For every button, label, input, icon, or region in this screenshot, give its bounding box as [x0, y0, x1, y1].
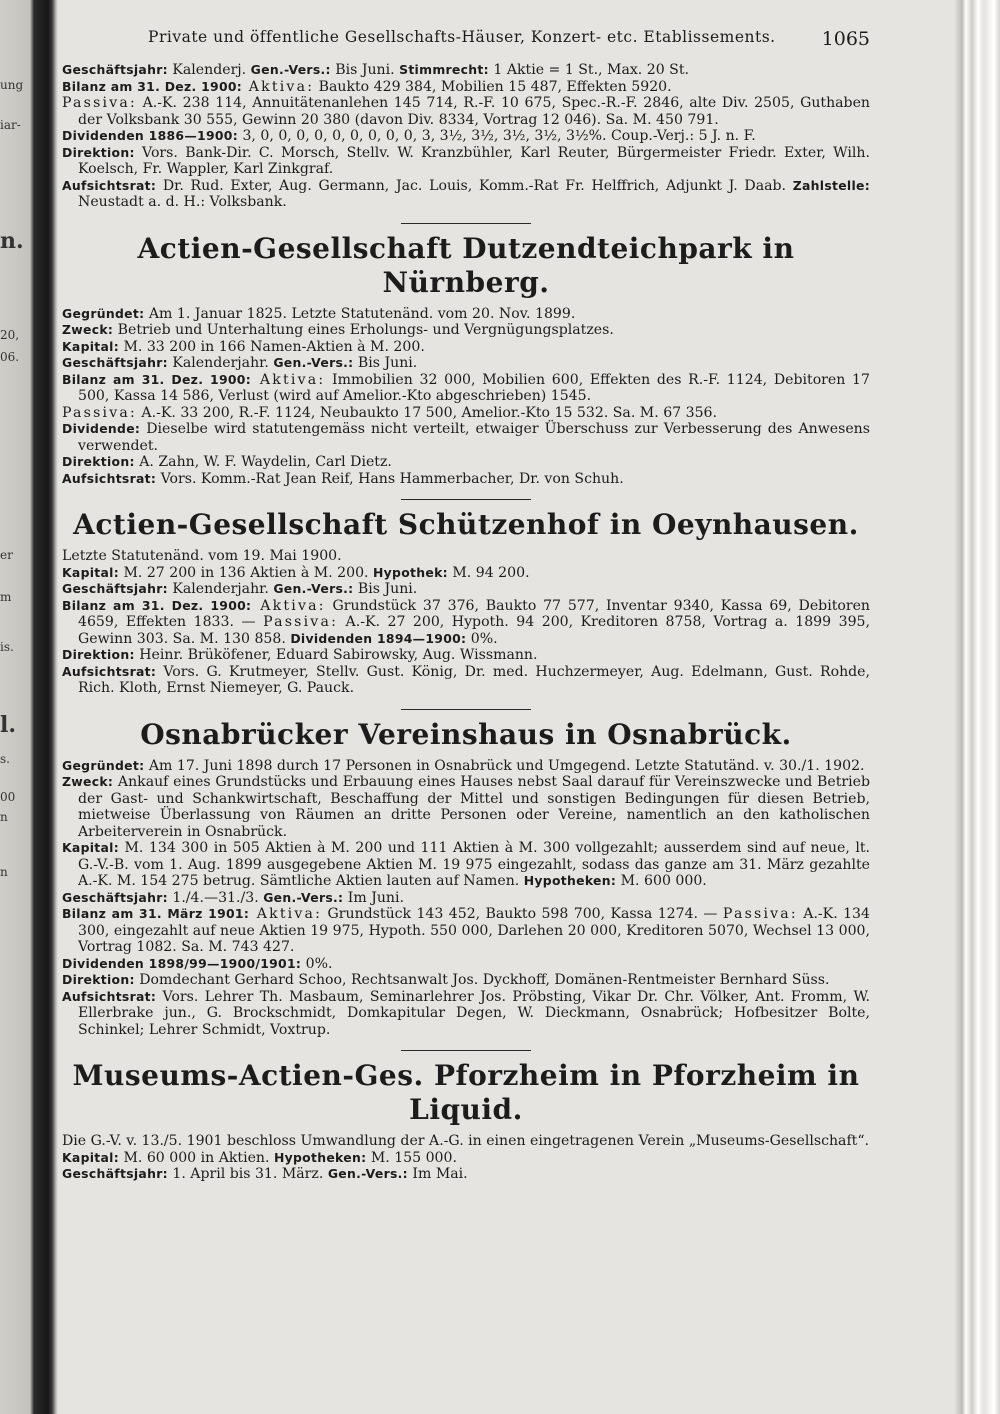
page-edge-stack [954, 0, 1000, 1414]
field-label: Direktion: [62, 454, 135, 469]
entry-paragraph [62, 405, 870, 422]
field-label: Geschäftsjahr: [62, 1166, 168, 1181]
entry-paragraph [62, 306, 870, 323]
margin-fragment: m [0, 590, 12, 604]
field-text: Immobilien 32 000, Mobilien 600, Effekten des R.-F. 1124, Debitoren 17 500, Kassa 14 586, Verlust (wird auf Amelior.-Kto abgeschrieben) 1545. [78, 371, 870, 404]
entry-paragraph [62, 355, 870, 372]
field-label: Aufsichtsrat: [62, 470, 157, 486]
balance-side-label: Passiva: [722, 906, 798, 922]
field-text: A.-K. 238 114, Annuitätenanlehen 145 714, R.-F. 10 675, Spec.-R.-F. 2846, alte Div. 2505, Guthaben der Volksbank 30 555, Gewinn 20 380 (davon Div. 8334, Vortrag 12 046). Sa. M. 450 791. [78, 95, 870, 128]
field-label: Aufsichtsrat: [62, 177, 157, 193]
entry-paragraph [62, 548, 870, 565]
field-label: Bilanz am 31. März 1901: [62, 906, 250, 921]
book-page [62, 28, 870, 1183]
entry-paragraph [62, 454, 870, 471]
field-text: Bis Juni. [353, 581, 418, 597]
margin-fragment: ung [0, 78, 24, 92]
field-label: Dividenden 1886—1900: [62, 128, 238, 143]
entry-paragraph [62, 421, 870, 454]
section-divider [401, 1050, 531, 1051]
entry-paragraph [62, 339, 870, 356]
entry-paragraph [62, 128, 870, 145]
balance-side-label: Aktiva: [242, 78, 315, 95]
entry-paragraph [62, 372, 870, 405]
field-label: Bilanz am 31. Dez. 1900: [62, 371, 251, 387]
company-entry-body [62, 548, 870, 697]
field-text: Am 1. Januar 1825. Letzte Statutenänd. vom 20. Nov. 1899. [144, 305, 576, 322]
field-text: 1./4.—31./3. [167, 889, 264, 906]
section-divider [401, 709, 531, 710]
margin-fragment: er [0, 548, 13, 562]
entry-paragraph [62, 62, 870, 79]
field-text: Letzte Statutenänd. vom 19. Mai 1900. [62, 548, 342, 564]
entry-paragraph [62, 972, 870, 989]
field-label: Direktion: [62, 972, 135, 987]
company-entry-body [62, 62, 870, 211]
field-text: Baukto 429 384, Mobilien 15 487, Effekten 5920. [314, 78, 672, 95]
field-text: Dr. Rud. Exter, Aug. Germann, Jac. Louis, Komm.-Rat Fr. Helffrich, Adjunkt J. Daab. [156, 177, 793, 194]
field-text: M. 60 000 in Aktien. [118, 1149, 274, 1166]
entry-paragraph [62, 774, 870, 840]
field-text: 0%. [301, 955, 333, 972]
field-label: Geschäftsjahr: [62, 889, 168, 905]
field-text: M. 33 200 in 166 Namen-Aktien à M. 200. [118, 338, 425, 355]
balance-side-label: Aktiva: [249, 906, 323, 922]
field-label: Hypotheken: [523, 873, 617, 888]
field-text: Bis Juni. [330, 62, 400, 78]
section-divider [401, 499, 531, 500]
field-label: Gen.-Vers.: [250, 62, 331, 77]
field-label: Aufsichtsrat: [62, 663, 157, 679]
field-label: Bilanz am 31. Dez. 1900: [62, 597, 252, 613]
field-text: A.-K. 33 200, R.-F. 1124, Neubaukto 17 500, Amelior.-Kto 15 532. Sa. M. 67 356. [136, 404, 717, 421]
field-text: Kalenderjahr. [167, 581, 274, 597]
balance-side-label: Passiva: [62, 95, 137, 111]
field-label: Dividenden 1898/99—1900/1901: [62, 955, 302, 971]
company-heading: Actien-Gesellschaft Dutzendteichpark in Nürnberg. [137, 231, 795, 299]
field-text: 0%. [466, 630, 498, 647]
balance-side-label: Aktiva: [250, 371, 326, 388]
book-binding-shadow [0, 0, 58, 1414]
field-label: Gen.-Vers.: [273, 355, 354, 370]
field-text: Bis Juni. [353, 355, 418, 371]
margin-fragment: is. [0, 640, 14, 654]
field-text: 1 Aktie = 1 St., Max. 20 St. [488, 62, 689, 78]
entry-paragraph [62, 956, 870, 973]
field-text: Vors. Komm.-Rat Jean Reif, Hans Hammerbacher, Dr. von Schuh. [156, 470, 624, 487]
field-text: Kalenderjahr. [167, 355, 274, 371]
margin-fragment: n [0, 810, 8, 824]
field-text: Grundstück 37 376, Baukto 77 577, Inventar 9340, Kassa 69, Debitoren 4659, Effekten 1833. — [78, 597, 871, 630]
field-text: Neustadt a. d. H.: Volksbank. [78, 194, 287, 210]
field-label: Bilanz am 31. Dez. 1900: [62, 78, 243, 94]
company-entries [62, 62, 870, 1183]
entry-paragraph [62, 989, 870, 1039]
margin-fragment: 20, [0, 328, 20, 342]
field-label: Zweck: [62, 774, 114, 789]
field-label: Hypotheken: [273, 1149, 367, 1165]
field-text: M. 94 200. [447, 564, 530, 581]
margin-fragment: 00 [0, 790, 16, 804]
field-text: Vors. Lehrer Th. Masbaum, Seminarlehrer Jos. Pröbsting, Vikar Dr. Chr. Völker, Ant. Fromm, W. Ellerbrake jun., G. Brockschmidt, Domkapitular Degen, W. Dieckmann, Osnabrück; Hofbesitzer Bolte, Schinkel; Lehrer Schmidt, Voxtrup. [78, 988, 870, 1038]
balance-side-label: Passiva: [263, 614, 339, 630]
company-heading: Osnabrücker Vereinshaus in Osnabrück. [140, 717, 792, 751]
entry-paragraph [62, 1166, 870, 1183]
field-label: Kapital: [62, 1149, 119, 1165]
entry-paragraph [62, 565, 870, 582]
field-label: Dividenden 1894—1900: [290, 630, 467, 646]
field-text: M. 134 300 in 505 Aktien à M. 200 und 111 Aktien à M. 300 vollgezahlt; ausserdem sind auf neue, lt. G.-V.-B. vom 1. Aug. 1899 ausgegebene Aktien M. 19 975 eingezahlt, sodass das ganze am 31. März gezahlte A.-K. M. 154 275 betrug. Sämtliche Aktien lauten auf Namen. [78, 840, 870, 889]
entry-paragraph [62, 322, 870, 339]
field-text: Am 17. Juni 1898 durch 17 Personen in Osnabrück und Umgegend. Letzte Statutänd. v. 30./1. 1902. [144, 757, 865, 774]
entry-paragraph [62, 95, 870, 128]
field-label: Gen.-Vers.: [327, 1166, 408, 1181]
field-label: Geschäftsjahr: [62, 355, 168, 370]
company-heading: Actien-Gesellschaft Schützenhof in Oeynhausen. [73, 508, 859, 541]
entry-paragraph [62, 178, 870, 211]
field-text: Betrieb und Unterhaltung eines Erholungs- und Vergnügungsplatzes. [113, 322, 614, 338]
field-text: Vors. Bank-Dir. C. Morsch, Stellv. W. Kranzbühler, Karl Reuter, Bürgermeister Friedr. Exter, Wilh. Koelsch, Fr. Wappler, Karl Zinkgraf. [78, 144, 870, 177]
field-text: Kalenderj. [167, 62, 251, 78]
field-text: M. 27 200 in 136 Aktien à M. 200. [118, 564, 374, 581]
balance-side-label: Aktiva: [251, 597, 326, 614]
field-label: Kapital: [62, 338, 119, 354]
field-label: Gen.-Vers.: [263, 889, 344, 905]
entry-paragraph [62, 890, 870, 907]
margin-fragment: n. [0, 228, 24, 254]
running-header [62, 28, 870, 62]
company-entry-body [62, 306, 870, 488]
margin-fragment: l. [0, 712, 17, 738]
entry-paragraph [62, 581, 870, 598]
field-text: Die G.-V. v. 13./5. 1901 beschloss Umwandlung der A.-G. in einen eingetragenen Verein „Museums-Gesellschaft“. [62, 1133, 870, 1149]
entry-paragraph [62, 840, 870, 890]
entry-paragraph [62, 758, 870, 775]
field-text: Im Juni. [343, 889, 404, 906]
page-number: 1065 [821, 28, 870, 50]
field-label: Zahlstelle: [792, 177, 870, 193]
field-text: Im Mai. [407, 1166, 468, 1182]
company-entry-body [62, 1133, 870, 1183]
field-label: Kapital: [62, 564, 119, 580]
field-text: Heinr. Brüköfener, Eduard Sabirowsky, Aug. Wissmann. [134, 647, 538, 663]
field-label: Kapital: [62, 840, 119, 855]
field-text: A.-K. 27 200, Hypoth. 94 200, Kreditoren 8758, Vortrag a. 1899 395, Gewinn 303. Sa. M. 130 858. [78, 614, 870, 647]
margin-fragment: 06. [0, 350, 20, 364]
field-text: Ankauf eines Grundstücks und Erbauung eines Hauses nebst Saal darauf für Vereinszwecke und Betrieb der Gast- und Schankwirtschaft, Beschaffung der Mittel und sonstigen Bedingungen für diesen Betrieb, mietweise Überlassung von Räumen an dritte Personen oder Vereine, namentlich an den katholischen Arbeiterverein in Osnabrück. [78, 774, 870, 840]
entry-paragraph [62, 647, 870, 664]
field-text: M. 600 000. [616, 873, 707, 889]
entry-paragraph [62, 906, 870, 956]
field-label: Hypothek: [373, 564, 448, 580]
field-label: Zweck: [62, 322, 114, 337]
field-text: 1. April bis 31. März. [167, 1166, 328, 1182]
running-head-title: Private und öffentliche Gesellschafts-Häuser, Konzert- etc. Etablissements. [148, 28, 776, 46]
margin-fragment: iar- [0, 118, 21, 132]
field-label: Direktion: [62, 144, 135, 160]
entry-paragraph [62, 471, 870, 488]
field-text: Dieselbe wird statutengemäss nicht verteilt, etwaiger Überschuss zur Verbesserung des Anwesens verwendet. [78, 421, 870, 454]
balance-side-label: Passiva: [62, 404, 137, 421]
margin-fragment: s. [0, 752, 10, 766]
field-text: 3, 0, 0, 0, 0, 0, 0, 0, 0, 0, 3, 3½, 3½, 3½, 3½, 3½%. Coup.-Verj.: 5 J. n. F. [237, 128, 756, 144]
field-text: A. Zahn, W. F. Waydelin, Carl Dietz. [134, 454, 392, 470]
field-label: Gegründet: [62, 757, 145, 773]
field-label: Geschäftsjahr: [62, 62, 168, 77]
company-heading: Museums-Actien-Ges. Pforzheim in Pforzheim in Liquid. [72, 1059, 860, 1126]
field-label: Gen.-Vers.: [273, 581, 354, 596]
entry-paragraph [62, 1150, 870, 1167]
field-label: Stimmrecht: [399, 62, 489, 77]
margin-fragment: n [0, 865, 8, 879]
field-text: Domdechant Gerhard Schoo, Rechtsanwalt Jos. Dyckhoff, Domänen-Rentmeister Bernhard Süss. [134, 972, 830, 988]
entry-paragraph [62, 79, 870, 96]
field-label: Geschäftsjahr: [62, 581, 168, 596]
field-label: Direktion: [62, 647, 135, 662]
field-text: Grundstück 143 452, Baukto 598 700, Kassa 1274. — [322, 906, 723, 922]
field-label: Aufsichtsrat: [62, 988, 157, 1004]
field-text: Vors. G. Krutmeyer, Stellv. Gust. König, Dr. med. Huchzermeyer, Aug. Edelmann, Gust. Rohde, Rich. Kloth, Ernst Niemeyer, G. Pauck. [78, 663, 870, 696]
entry-paragraph [62, 664, 870, 697]
entry-paragraph [62, 598, 870, 648]
field-text: M. 155 000. [366, 1149, 457, 1166]
field-label: Dividende: [62, 421, 141, 436]
field-text: A.-K. 134 300, eingezahlt auf neue Aktien 19 975, Hypoth. 550 000, Darlehen 20 000, Kreditoren 5070, Wechsel 13 000, Vortrag 1082. Sa. M. 743 427. [78, 906, 870, 955]
entry-paragraph [62, 1133, 870, 1150]
section-divider [401, 223, 531, 224]
entry-paragraph [62, 145, 870, 178]
field-label: Gegründet: [62, 305, 145, 321]
company-entry-body [62, 758, 870, 1039]
